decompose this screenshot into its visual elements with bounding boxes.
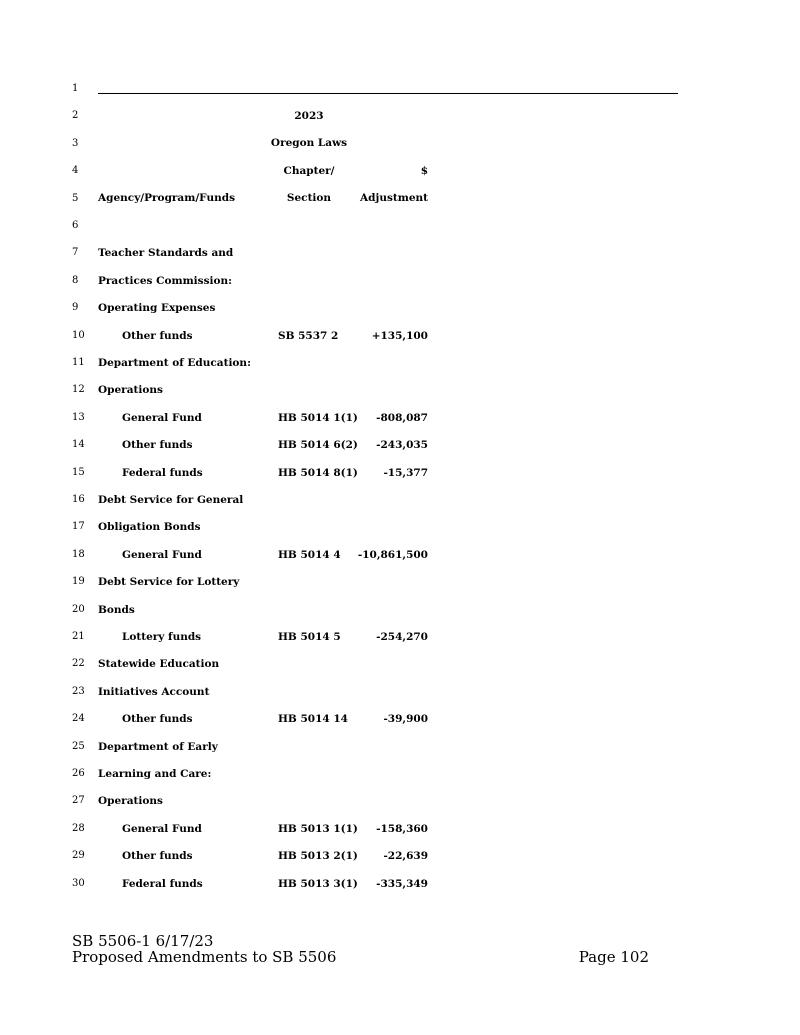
agency-cell: General Fund [122,823,202,835]
section-cell: HB 5013 1(1) [278,823,358,835]
agency-cell: General Fund [122,549,202,561]
line-number: 18 [72,549,85,560]
section-cell: HB 5014 14 [278,713,348,725]
agency-cell: Other funds [122,713,193,725]
table-row [0,819,800,839]
line-number: 21 [72,631,85,642]
table-row [0,737,800,757]
agency-cell: Lottery funds [122,631,202,643]
year-label: 2023 [294,110,324,122]
agency-cell: Bonds [98,604,135,616]
adjustment-cell: -22,639 [383,850,428,862]
table-row [0,271,800,291]
line-number: 11 [72,357,85,368]
table-row [0,435,800,455]
table-row [0,545,800,565]
line-number: 13 [72,412,85,423]
adjustment-cell: -15,377 [383,467,428,479]
table-row [0,764,800,784]
table-row [0,654,800,674]
section-cell: HB 5014 4 [278,549,341,561]
table-row [0,709,800,729]
line-number: 1 [72,83,79,94]
table-row [0,572,800,592]
table-row [0,600,800,620]
line-number: 15 [72,467,85,478]
section-cell: HB 5013 2(1) [278,850,358,862]
adjustment-cell: -254,270 [376,631,428,643]
agency-column-header: Agency/Program/Funds [98,192,235,204]
table-row [0,682,800,702]
footer-description: Proposed Amendments to SB 5506 [72,948,337,966]
line-number: 5 [72,193,79,204]
adjustment-column-header: Adjustment [360,192,428,204]
section-cell: HB 5014 1(1) [278,412,358,424]
adjustment-cell: -243,035 [376,439,428,451]
adjustment-cell: -39,900 [383,713,428,725]
adjustment-cell: -335,349 [376,878,428,890]
line-number: 12 [72,384,85,395]
table-row [0,298,800,318]
line-number: 22 [72,658,85,669]
table-row [0,627,800,647]
line-number: 25 [72,741,85,752]
table-row [0,353,800,373]
line-number: 4 [72,165,79,176]
table-row [0,408,800,428]
line-number: 10 [72,330,85,341]
agency-cell: Operations [98,795,163,807]
footer-bill-date: SB 5506-1 6/17/23 [72,932,214,950]
header-row-laws [0,133,800,153]
line-number: 23 [72,686,85,697]
agency-cell: Practices Commission: [98,275,232,287]
line-number: 19 [72,576,85,587]
section-cell: HB 5013 3(1) [278,878,358,890]
agency-cell: Operations [98,384,163,396]
line-number: 20 [72,604,85,615]
table-row [0,326,800,346]
agency-cell: Teacher Standards and [98,247,234,259]
line-number: 30 [72,878,85,889]
line-number: 28 [72,823,85,834]
adjustment-cell: -10,861,500 [357,549,428,561]
adjustment-cell: -158,360 [376,823,428,835]
table-row [0,463,800,483]
line-number: 16 [72,494,85,505]
section-cell: HB 5014 8(1) [278,467,358,479]
line-number: 7 [72,247,79,258]
agency-cell: Department of Early [98,741,218,753]
agency-cell: Other funds [122,850,193,862]
header-row-columns [0,188,800,208]
agency-cell: Statewide Education [98,658,220,670]
agency-cell: Department of Education: [98,357,251,369]
agency-cell: Initiatives Account [98,686,210,698]
table-row [0,517,800,537]
line-number: 27 [72,795,85,806]
adjustment-cell: -808,087 [376,412,428,424]
section-cell: SB 5537 2 [278,330,339,342]
header-row-chapter [0,161,800,181]
agency-cell: Other funds [122,439,193,451]
header-rule [98,93,678,94]
section-cell: HB 5014 6(2) [278,439,358,451]
section-column-header: Section [286,192,332,204]
table-row [0,380,800,400]
line-number: 29 [72,850,85,861]
agency-cell: General Fund [122,412,202,424]
line-number: 26 [72,768,85,779]
agency-cell: Federal funds [122,878,203,890]
oregon-laws-label: Oregon Laws [270,137,348,149]
line-number: 24 [72,713,85,724]
table-row [0,791,800,811]
line-number: 3 [72,138,79,149]
agency-cell: Federal funds [122,467,203,479]
agency-cell: Operating Expenses [98,302,216,314]
agency-cell: Learning and Care: [98,768,212,780]
agency-cell: Debt Service for Lottery [98,576,240,588]
page-footer [72,933,662,965]
line-number: 14 [72,439,85,450]
line-number: 9 [72,302,79,313]
section-cell: HB 5014 5 [278,631,341,643]
agency-cell: Obligation Bonds [98,521,201,533]
table-row [0,243,800,263]
line-number: 2 [72,110,79,121]
header-row-year [0,106,800,126]
line-number: 8 [72,275,79,286]
footer-page-number: Page 102 [578,948,649,966]
table-row [0,874,800,894]
line-number: 17 [72,521,85,532]
adjustment-cell: +135,100 [371,330,428,342]
agency-cell: Debt Service for General [98,494,244,506]
dollar-label: $ [420,165,428,177]
line-number: 6 [72,220,79,231]
chapter-label: Chapter/ [283,165,335,177]
table-row [0,490,800,510]
table-row [0,846,800,866]
agency-cell: Other funds [122,330,193,342]
